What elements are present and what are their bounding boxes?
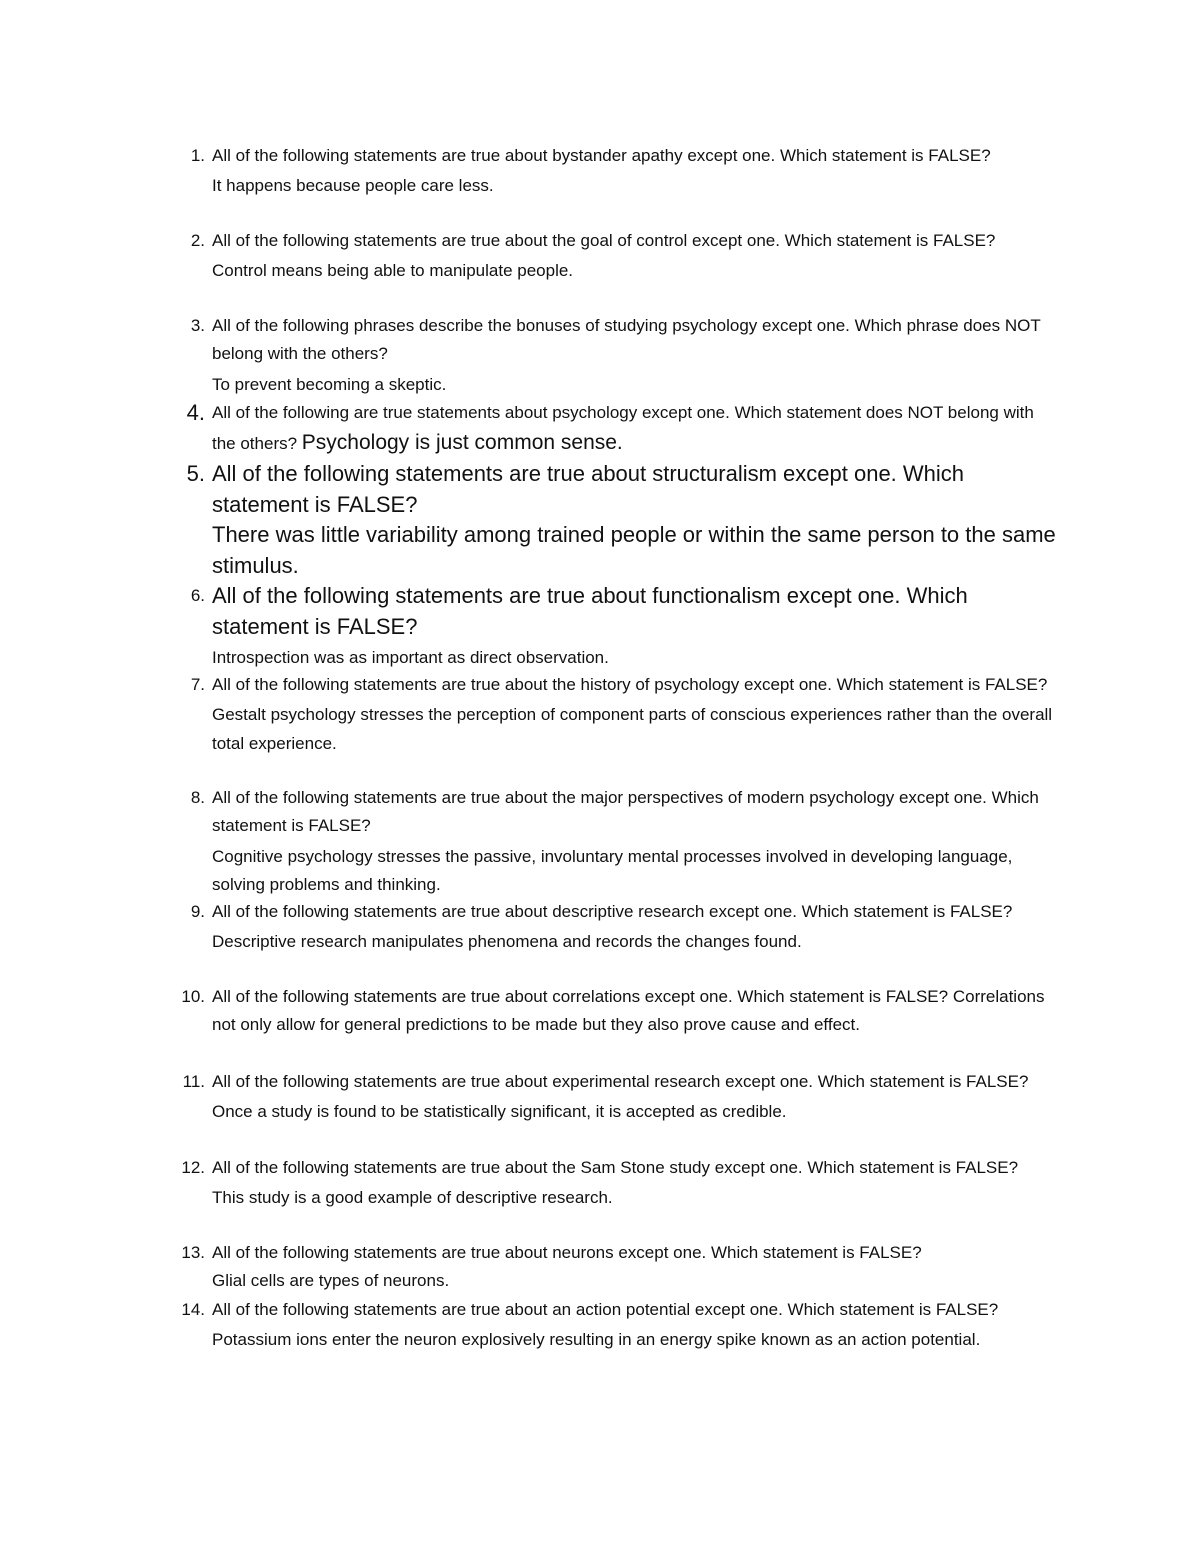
question-number: 2. (190, 231, 205, 250)
question-item (181, 1154, 1062, 1213)
answer-text: This study is a good example of descriptive research. (212, 1188, 613, 1208)
question-number: 14. (181, 1300, 205, 1319)
question-number: 1. (190, 146, 205, 165)
question-text: All of the following statements are true about the goal of control except one. Which statement is FALSE? (212, 231, 996, 250)
question-item (190, 142, 1062, 201)
question-text: All of the following statements are true about experimental research except one. Which statement is FALSE? (212, 1072, 1029, 1091)
question-number: 7. (190, 675, 205, 694)
question-text: All of the following statements are true about the major perspectives of modern psychology except one. Which statement is FALSE? (212, 788, 1039, 836)
question-text: All of the following statements are true about neurons except one. Which statement is FALSE? (212, 1243, 922, 1262)
question-item (186, 398, 1062, 458)
question-item (190, 898, 1062, 957)
question-number: 3. (190, 316, 205, 335)
question-number: 13. (181, 1243, 205, 1262)
question-text: All of the following are true statements about psychology except one. Which statement does NOT belong with the others? (212, 403, 1034, 453)
question-text: All of the following statements are true about structuralism except one. Which statement is FALSE? (212, 461, 965, 517)
answer-text: Glial cells are types of neurons. (212, 1271, 450, 1291)
answer-text: Correlations not only allow for general predictions to be made but they also prove cause and effect. (212, 987, 1045, 1035)
answer-text: Gestalt psychology stresses the perception of component parts of conscious experiences rather than the overall total experience. (212, 705, 1053, 753)
question-item (181, 1296, 1062, 1355)
question-item (190, 784, 1062, 900)
answer-text: Once a study is found to be statistically significant, it is accepted as credible. (212, 1102, 787, 1122)
question-text: All of the following statements are true about functionalism except one. Which statement is FALSE? (212, 583, 968, 639)
question-number: 6. (190, 586, 205, 605)
question-text: All of the following statements are true about correlations except one. Which statement is FALSE? (212, 987, 949, 1006)
answer-text: To prevent becoming a skeptic. (212, 374, 447, 394)
question-item (190, 581, 1062, 672)
question-item (181, 983, 1062, 1040)
question-number: 12. (181, 1158, 205, 1177)
answer-text: It happens because people care less. (212, 176, 494, 196)
question-number: 5. (186, 461, 205, 486)
answer-text: Introspection was as important as direct observation. (212, 648, 609, 667)
answer-text: Potassium ions enter the neuron explosively resulting in an energy spike known as an action potential. (212, 1330, 981, 1350)
question-text: All of the following statements are true about the history of psychology except one. Which statement is FALSE? (212, 675, 1048, 694)
answer-text: Control means being able to manipulate people. (212, 261, 574, 281)
question-number: 9. (190, 902, 205, 921)
answer-text: There was little variability among trained people or within the same person to the same stimulus. (212, 522, 1056, 578)
question-text: All of the following statements are true about the Sam Stone study except one. Which statement is FALSE? (212, 1158, 1019, 1177)
question-item (190, 312, 1062, 399)
question-text: All of the following statements are true about bystander apathy except one. Which statement is FALSE? (212, 146, 991, 165)
question-number: 4. (186, 400, 205, 425)
question-text: All of the following statements are true about an action potential except one. Which statement is FALSE? (212, 1300, 999, 1319)
question-item (190, 227, 1062, 286)
question-number: 11. (182, 1072, 205, 1091)
question-item (190, 671, 1062, 758)
answer-text: Descriptive research manipulates phenomena and records the changes found. (212, 932, 802, 952)
question-text: All of the following phrases describe the bonuses of studying psychology except one. Which phrase does NOT belong with the others? (212, 316, 1041, 364)
question-number: 8. (190, 788, 205, 807)
question-number: 10. (181, 987, 205, 1006)
question-item (186, 459, 1062, 581)
question-text: All of the following statements are true about descriptive research except one. Which statement is FALSE? (212, 902, 1013, 921)
question-item (181, 1239, 1062, 1296)
question-item (182, 1068, 1062, 1127)
answer-text: Psychology is just common sense. (301, 430, 623, 454)
answer-text: Cognitive psychology stresses the passive, involuntary mental processes involved in developing language, solving problems and thinking. (212, 846, 1013, 895)
